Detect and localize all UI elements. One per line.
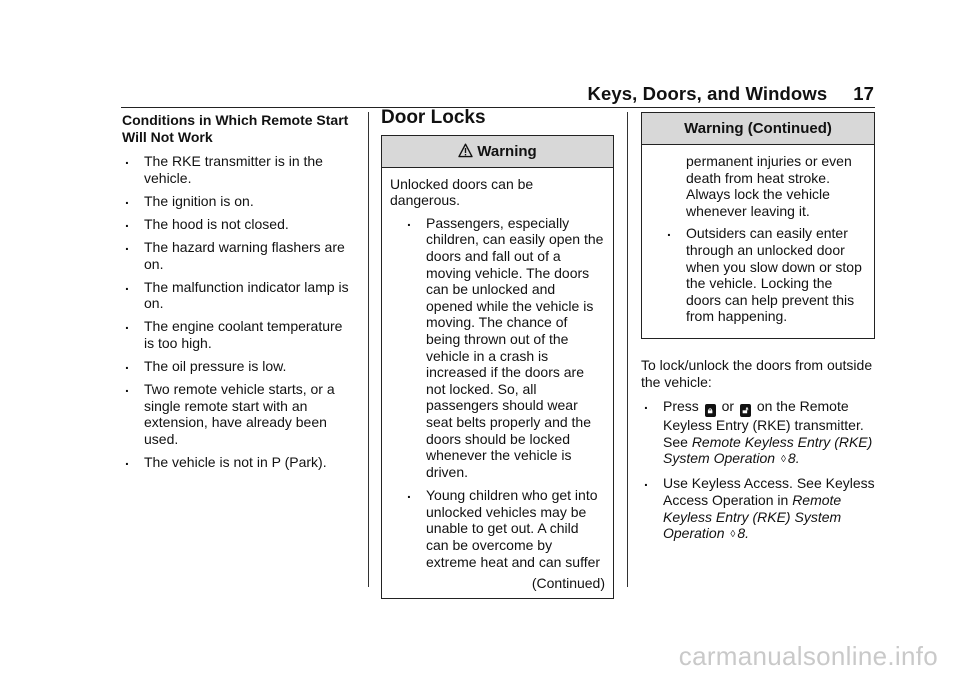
column-divider-1 <box>368 112 369 587</box>
remote-start-list <box>122 153 354 471</box>
list-item: . The hood is not closed. <box>122 216 354 233</box>
lock-method-list <box>641 398 875 544</box>
list-item: . Young children who get into unlocked vehicles may be unable to get out. A child can be overcome by extreme heat and can suffer <box>404 487 605 570</box>
page-ref-icon: ◊ <box>730 529 736 541</box>
keyless-name: Keyless Access Operation <box>663 475 875 508</box>
page-number: 17 <box>853 83 874 104</box>
section-title: Door Locks <box>381 107 486 128</box>
list-item <box>641 398 875 469</box>
list-item: . The ignition is on. <box>122 193 354 210</box>
list-item: . Two remote vehicle starts, or a single remote start with an extension, have already been used. <box>122 381 354 447</box>
warning-continued-body <box>642 145 874 338</box>
warning-continued-header: Warning (Continued) <box>642 113 874 145</box>
or-word: or <box>721 398 735 415</box>
warning-label: Warning <box>477 142 537 160</box>
list-item: . Outsiders can easily enter through an unlocked door when you slow down or stop the vehicle. Locking the doors can help prevent this from happening. <box>664 225 866 325</box>
lock-intro: To lock/unlock the doors from outside the vehicle: <box>641 356 873 390</box>
warning-continuation: permanent injuries or even death from heat stroke. Always lock the vehicle whenever leaving it. <box>686 153 852 219</box>
press-text: on the Remote Keyless Entry (RKE) transmitter. See <box>663 398 864 450</box>
remote-start-subhead: Conditions in Which Remote Start Will Not Work <box>122 112 349 145</box>
warning-header <box>382 136 613 168</box>
unlock-key-icon: 🔓︎ <box>740 404 751 417</box>
warning-body <box>382 168 613 598</box>
keyless-page: 8. <box>737 525 750 542</box>
list-item: . The malfunction indicator lamp is on. <box>122 279 354 312</box>
list-item <box>641 475 875 543</box>
keyless-text: Use Keyless Access. See <box>663 475 822 492</box>
warning-continued-box <box>641 112 875 339</box>
keyless-in: in <box>777 492 789 508</box>
list-item: . Passengers, especially children, can easily open the doors and fall out of a moving vehicle. The doors can be unlocked and opened while the vehicle is moving. The chance of being thrown out of the vehicle in a crash is increased if the doors are not locked. So, all passengers should wear seat belts properly and the doors should be locked whenever the vehicle is driven. <box>404 215 605 481</box>
chapter-title: Keys, Doors, and Windows <box>587 83 828 104</box>
keyless-reference: Remote Keyless Entry (RKE) System Operation <box>663 492 842 542</box>
rke-reference: Remote Keyless Entry (RKE) System Operation <box>663 433 873 467</box>
warning-list <box>404 215 605 570</box>
left-column <box>122 112 354 477</box>
right-column <box>641 112 875 550</box>
press-word: Press <box>663 398 699 415</box>
warning-continued-list <box>664 225 866 325</box>
list-item: . The engine coolant temperature is too high. <box>122 318 354 351</box>
list-item: . The vehicle is not in P (Park). <box>122 454 354 471</box>
watermark: carmanualsonline.info <box>678 641 938 671</box>
warning-intro: Unlocked doors can be dangerous. <box>390 175 534 209</box>
warning-box <box>381 135 614 599</box>
page-ref-icon: ◊ <box>780 454 786 466</box>
list-item: . The oil pressure is low. <box>122 358 354 375</box>
rke-page: 8. <box>787 450 800 467</box>
warning-icon <box>458 143 473 158</box>
page-header <box>588 83 874 105</box>
list-item: . The hazard warning flashers are on. <box>122 239 354 272</box>
continued-label: (Continued) <box>531 575 605 592</box>
column-divider-2 <box>627 112 628 587</box>
middle-column <box>381 108 614 599</box>
lock-key-icon: 🔒︎ <box>705 404 716 417</box>
list-item: . The RKE transmitter is in the vehicle. <box>122 153 354 186</box>
